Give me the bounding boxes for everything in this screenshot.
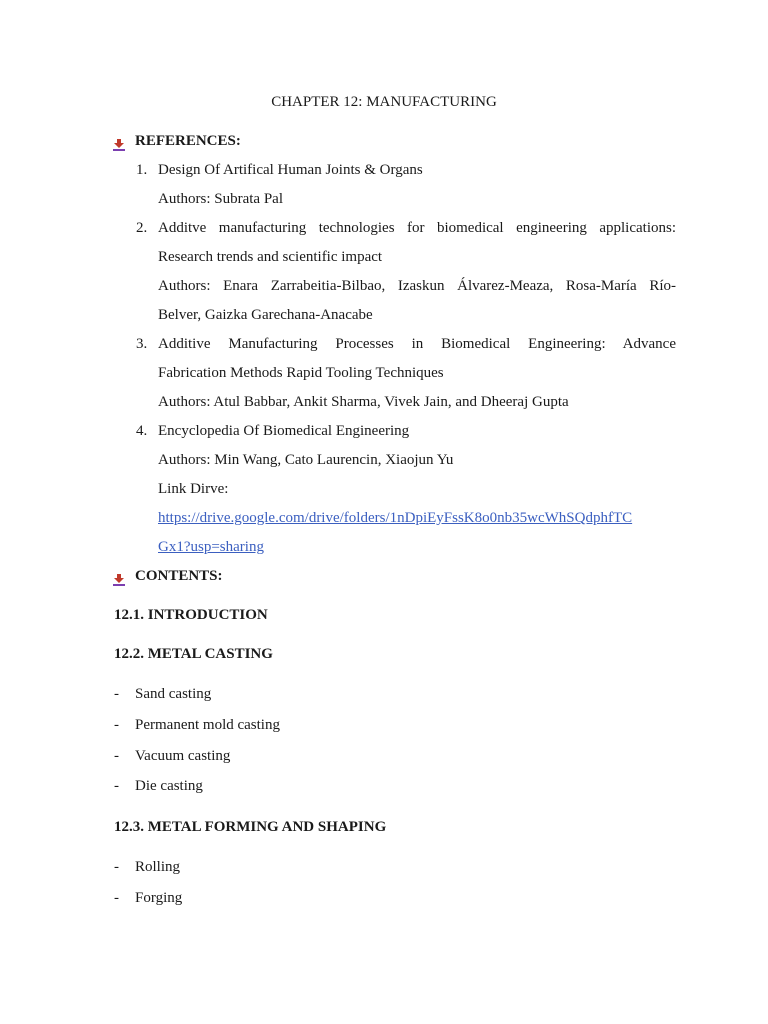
reference-title: Additve manufacturing technologies for biomedical engineering applications: [158,220,676,236]
reference-number: 2. [136,220,148,236]
reference-authors: Authors: Enara Zarrabeitia-Bilbao, Izaskun Álvarez-Meaza, Rosa-María Río- [158,278,676,294]
list-item: Rolling [135,859,181,875]
list-dash: - [114,717,119,733]
list-item: Forging [135,890,183,906]
section-heading: 12.2. METAL CASTING [114,646,273,662]
arrow-bullet-icon [113,139,125,151]
reference-authors: Belver, Gaizka Garechana-Anacabe [158,307,373,323]
link-label: Link Dirve: [158,481,229,497]
list-dash: - [114,686,119,702]
list-item: Vacuum casting [135,748,231,764]
reference-title: Fabrication Methods Rapid Tooling Techniques [158,365,444,381]
arrow-bullet-icon [113,574,125,586]
list-item: Sand casting [135,686,212,702]
list-dash: - [114,778,119,794]
drive-link-continued[interactable]: Gx1?usp=sharing [158,539,264,555]
references-heading: REFERENCES: [135,133,241,149]
section-heading: 12.1. INTRODUCTION [114,607,268,623]
reference-authors: Authors: Subrata Pal [158,191,283,207]
drive-link[interactable]: https://drive.google.com/drive/folders/1nDpiEyFssK8o0nb35wcWhSQdphfTC [158,510,633,526]
list-dash: - [114,859,119,875]
reference-number: 3. [136,336,148,352]
reference-authors: Authors: Atul Babbar, Ankit Sharma, Vivek Jain, and Dheeraj Gupta [158,394,569,410]
reference-title: Encyclopedia Of Biomedical Engineering [158,423,410,439]
contents-heading: CONTENTS: [135,568,223,584]
section-heading: 12.3. METAL FORMING AND SHAPING [114,819,387,835]
list-dash: - [114,890,119,906]
list-dash: - [114,748,119,764]
reference-title: Design Of Artifical Human Joints & Organs [158,162,423,178]
list-item: Permanent mold casting [135,717,280,733]
reference-title: Research trends and scientific impact [158,249,383,265]
reference-authors: Authors: Min Wang, Cato Laurencin, Xiaojun Yu [158,452,454,468]
reference-title: Additive Manufacturing Processes in Biomedical Engineering: Advance [158,336,676,352]
reference-number: 1. [136,162,148,178]
page-title: CHAPTER 12: MANUFACTURING [271,94,497,110]
reference-number: 4. [136,423,148,439]
list-item: Die casting [135,778,203,794]
